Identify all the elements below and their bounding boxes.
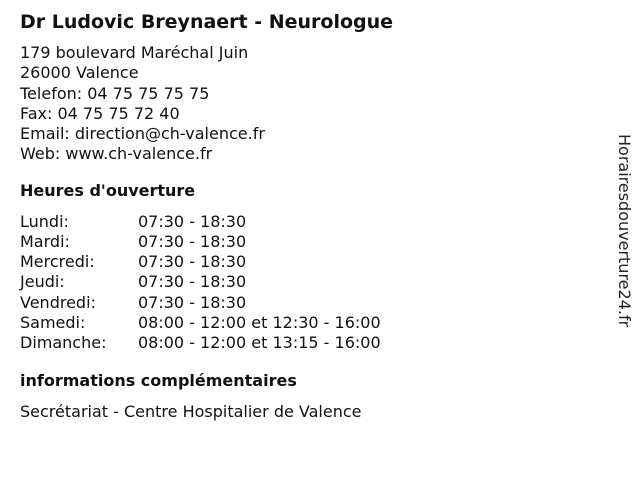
- day-label: Mercredi:: [20, 252, 95, 272]
- page-title: Dr Ludovic Breynaert - Neurologue: [20, 11, 394, 33]
- address-city: 26000 Valence: [20, 63, 139, 83]
- day-label: Jeudi:: [20, 272, 65, 292]
- time-range: 07:30 - 18:30: [138, 231, 247, 251]
- hours-row-friday: [20, 293, 580, 313]
- time-range: 07:30 - 18:30: [138, 292, 247, 312]
- address-street: 179 boulevard Maréchal Juin: [20, 43, 249, 62]
- hours-row-saturday: [20, 313, 580, 333]
- hours-row-tuesday: [20, 232, 580, 252]
- hours-row-wednesday: [20, 252, 580, 272]
- time-range: 08:00 - 12:00 et 12:30 - 16:00: [138, 312, 381, 332]
- opening-hours-heading: Heures d'ouverture: [20, 180, 196, 200]
- day-label: Dimanche:: [20, 333, 107, 352]
- fax-number: Fax: 04 75 75 72 40: [20, 103, 180, 123]
- phone-number: Telefon: 04 75 75 75 75: [20, 83, 210, 103]
- listing-content: [20, 9, 580, 423]
- day-label: Lundi:: [20, 211, 69, 231]
- additional-info-text: Secrétariat - Centre Hospitalier de Valence: [20, 402, 362, 422]
- email-address: Email: direction@ch-valence.fr: [20, 124, 265, 144]
- time-range: 07:30 - 18:30: [138, 252, 247, 272]
- time-range: 07:30 - 18:30: [138, 272, 247, 292]
- day-label: Samedi:: [20, 312, 86, 332]
- time-range: 08:00 - 12:00 et 13:15 - 16:00: [138, 333, 381, 352]
- website-address: Web: www.ch-valence.fr: [20, 144, 213, 164]
- additional-info-heading: informations complémentaires: [20, 371, 297, 391]
- day-label: Vendredi:: [20, 292, 96, 312]
- contact-block: [20, 43, 580, 165]
- site-watermark: Horairesdouverture24.fr: [615, 134, 634, 328]
- day-label: Mardi:: [20, 231, 70, 251]
- hours-row-thursday: [20, 272, 580, 292]
- time-range: 07:30 - 18:30: [138, 211, 247, 231]
- opening-hours-table: [20, 212, 580, 353]
- hours-row-sunday: [20, 333, 580, 353]
- hours-row-monday: [20, 212, 580, 232]
